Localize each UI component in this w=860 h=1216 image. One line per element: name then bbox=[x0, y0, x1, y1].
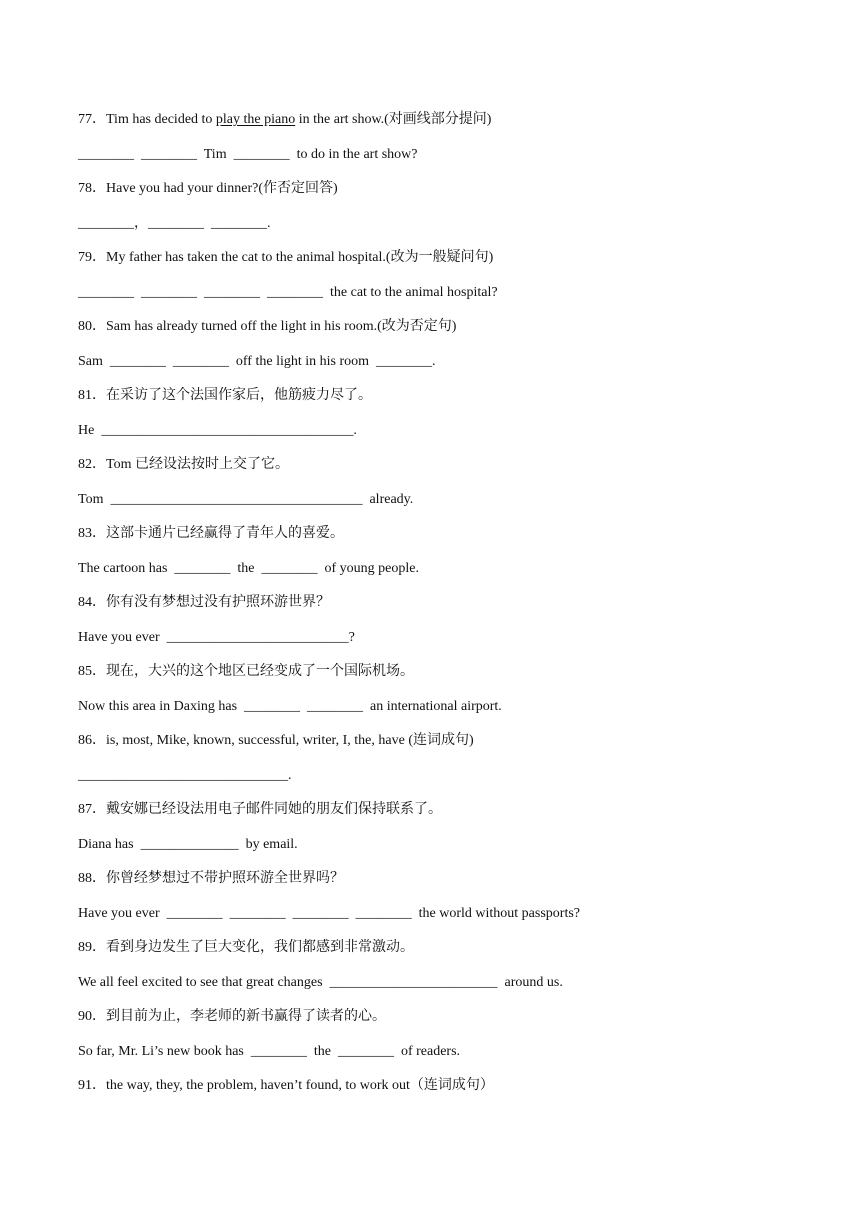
question-line bbox=[78, 661, 820, 683]
answer-line bbox=[78, 1041, 820, 1063]
question-line bbox=[78, 523, 820, 545]
line-text: Now this area in Daxing has ________ ________ an international airport. bbox=[78, 698, 502, 714]
question-line bbox=[78, 730, 820, 752]
answer-line bbox=[78, 972, 820, 994]
line-text: 78．Have you had your dinner?(作否定回答) bbox=[78, 181, 338, 196]
question-line bbox=[78, 937, 820, 959]
line-text: Have you ever ________ ________ ________ ________ the world without passports? bbox=[78, 905, 580, 921]
line-text: 79．My father has taken the cat to the animal hospital.(改为一般疑问句) bbox=[78, 250, 494, 265]
question-line bbox=[78, 385, 820, 407]
line-text: 89．看到身边发生了巨大变化，我们都感到非常激动。 bbox=[78, 940, 414, 955]
line-text: Tom ____________________________________ already. bbox=[78, 491, 414, 507]
line-text: Have you ever __________________________? bbox=[78, 629, 355, 645]
line-text: 80．Sam has already turned off the light in his room.(改为否定句) bbox=[78, 319, 457, 334]
answer-line bbox=[78, 420, 820, 442]
question-line bbox=[78, 316, 820, 338]
line-text: Diana has ______________ by email. bbox=[78, 836, 298, 852]
line-text: ________，________ ________. bbox=[78, 215, 271, 231]
line-text: We all feel excited to see that great changes ________________________ around us. bbox=[78, 974, 563, 990]
line-text: 77．Tim has decided to bbox=[78, 112, 216, 127]
line-text: 88．你曾经梦想过不带护照环游全世界吗？ bbox=[78, 871, 344, 886]
line-text: ________ ________ ________ ________ the cat to the animal hospital? bbox=[78, 284, 498, 300]
answer-line bbox=[78, 627, 820, 649]
answer-line bbox=[78, 558, 820, 580]
line-text: 84．你有没有梦想过没有护照环游世界？ bbox=[78, 595, 330, 610]
underlined-phrase: play the piano bbox=[215, 112, 296, 127]
line-text: He ____________________________________. bbox=[78, 422, 357, 438]
answer-line bbox=[78, 903, 820, 925]
question-line bbox=[78, 178, 820, 200]
line-text: 87．戴安娜已经设法用电子邮件同她的朋友们保持联系了。 bbox=[78, 802, 442, 817]
answer-line bbox=[78, 765, 820, 787]
question-line bbox=[78, 592, 820, 614]
line-text: Sam ________ ________ off the light in his room ________. bbox=[78, 353, 436, 369]
answer-line bbox=[78, 1075, 820, 1097]
line-text: 91．the way, they, the problem, haven’t found, to work out（连词成句） bbox=[78, 1078, 494, 1093]
line-text: So far, Mr. Li’s new book has ________ the ________ of readers. bbox=[78, 1043, 461, 1059]
answer-line bbox=[78, 696, 820, 718]
line-text: 82．Tom 已经设法按时上交了它。 bbox=[78, 457, 289, 472]
answer-line bbox=[78, 282, 820, 304]
line-text: 86．is, most, Mike, known, successful, writer, I, the, have (连词成句) bbox=[78, 733, 474, 748]
line-text: The cartoon has ________ the ________ of young people. bbox=[78, 560, 419, 576]
line-text: 85．现在，大兴的这个地区已经变成了一个国际机场。 bbox=[78, 664, 414, 679]
question-line bbox=[78, 454, 820, 476]
answer-line bbox=[78, 834, 820, 856]
question-line bbox=[78, 247, 820, 269]
question-line bbox=[78, 799, 820, 821]
answer-line bbox=[78, 144, 820, 166]
line-text: 90．到目前为止，李老师的新书赢得了读者的心。 bbox=[78, 1009, 386, 1024]
question-line bbox=[78, 1006, 820, 1028]
answer-line bbox=[78, 351, 820, 373]
answer-line bbox=[78, 213, 820, 235]
question-line bbox=[78, 868, 820, 890]
line-text: 83．这部卡通片已经赢得了青年人的喜爱。 bbox=[78, 526, 344, 541]
question-line bbox=[78, 109, 820, 131]
line-text: ________ ________ Tim ________ to do in the art show? bbox=[78, 146, 418, 162]
line-text: in the art show.(对画线部分提问) bbox=[295, 112, 492, 127]
line-text: ______________________________. bbox=[78, 767, 292, 783]
line-text: 81．在采访了这个法国作家后，他筋疲力尽了。 bbox=[78, 388, 372, 403]
answer-line bbox=[78, 489, 820, 511]
